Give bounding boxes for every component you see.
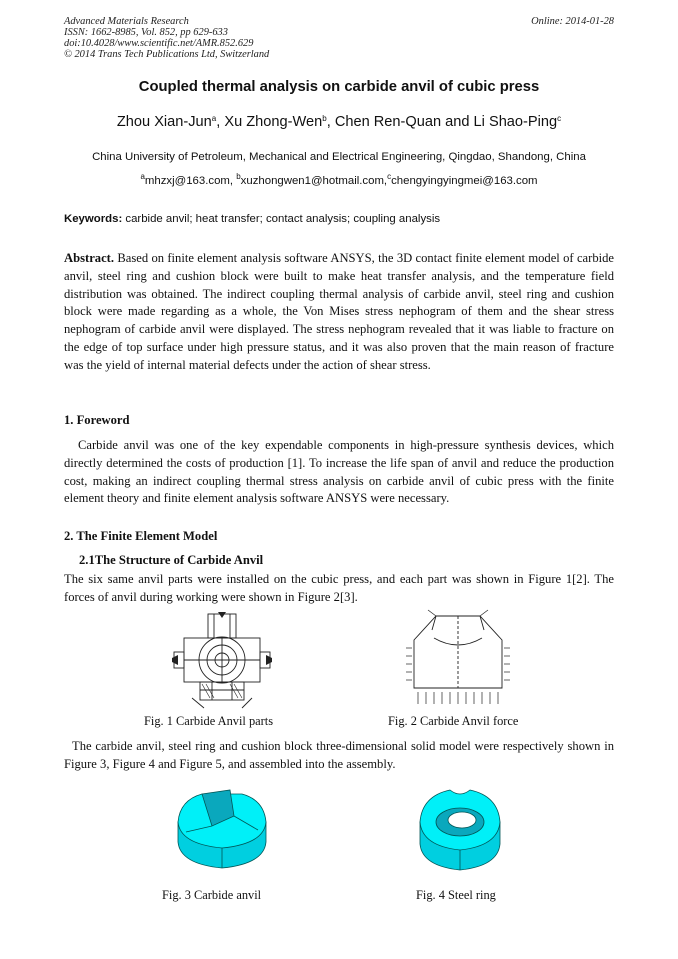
figure-1-caption: Fig. 1 Carbide Anvil parts [144, 714, 274, 728]
figure-2-caption: Fig. 2 Carbide Anvil force [388, 714, 519, 728]
figure-3-caption: Fig. 3 Carbide anvil [162, 888, 262, 902]
doi-line: doi:10.4028/www.scientific.net/AMR.852.629 [64, 38, 254, 49]
figure-1-diagram [172, 612, 272, 710]
copyright-line: © 2014 Trans Tech Publications Ltd, Switzerland [64, 49, 270, 60]
abstract-label: Abstract. [64, 251, 115, 265]
email: xuzhongwen1@hotmail.com, [240, 175, 388, 187]
email: mhzxj@163.com, [144, 175, 237, 187]
subsection-heading: 2.1The Structure of Carbide Anvil [79, 553, 264, 567]
journal-name: Advanced Materials Research [64, 16, 189, 27]
author-sep: , [326, 114, 335, 130]
email-list [0, 172, 678, 187]
abstract-text: Based on finite element analysis software ANSYS, the 3D contact finite element model of carbide anvil, steel ring and cushion block were built to make heat transfer analysis, and the temperature field distribution was obtained. The indirect coupling thermal analysis of carbide anvil, steel ring and cushion block were made regarding as a whole, the Von Mises stress nephogram of them and the shear stress nephogram of carbide anvil were displayed. The stress nephogram revealed that it was liable to fracture on the edge of top surface under high pressure status, and it was also proven that the main reason of fracture was the yield of internal material defects under the action of shear stress. [64, 251, 614, 372]
section-heading: 1. Foreword [64, 413, 130, 427]
figure-2-diagram [406, 610, 510, 710]
figure-3-model [172, 786, 272, 870]
author: Zhou Xian-Jun [116, 114, 212, 130]
online-date: Online: 2014-01-28 [531, 16, 614, 27]
running-header [64, 16, 269, 60]
email-sup: c [387, 172, 392, 181]
keywords [64, 213, 440, 225]
figure-4-model [414, 788, 506, 872]
affiliation: China University of Petroleum, Mechanical and Electrical Engineering, Qingdao, Shandong, China [92, 151, 586, 163]
email-sup: b [236, 172, 241, 181]
author-sup: b [322, 114, 327, 123]
author-list [0, 114, 678, 130]
abstract [64, 250, 614, 375]
author: Chen Ren-Quan and Li Shao-Ping [334, 114, 558, 130]
section-paragraph: The carbide anvil, steel ring and cushion block three-dimensional solid model were respectively shown in Figure 3, Figure 4 and Figure 5, and assembled into the assembly. [64, 739, 614, 771]
section-heading: 2. The Finite Element Model [64, 529, 218, 543]
email: chengyingyingmei@163.com [391, 175, 538, 187]
figure-4-caption: Fig. 4 Steel ring [416, 888, 496, 902]
author: Xu Zhong-Wen [224, 114, 323, 130]
section-paragraph: Carbide anvil was one of the key expendable components in high-pressure synthesis devices, which directly determined the costs of production [1]. To increase the life span of anvil and reduce the production cost, making an indirect coupling thermal stress analysis on carbide anvil of cubic press with the finite element theory and finite element analysis software ANSYS were necessary. [64, 438, 614, 506]
keywords-text: carbide anvil; heat transfer; contact analysis; coupling analysis [122, 213, 441, 225]
author-sup: c [557, 114, 562, 123]
paper-title: Coupled thermal analysis on carbide anvil of cubic press [138, 79, 540, 95]
email-sup: a [140, 172, 145, 181]
issn-line: ISSN: 1662-8985, Vol. 852, pp 629-633 [64, 27, 228, 38]
section-paragraph: The six same anvil parts were installed on the cubic press, and each part was shown in Figure 1[2]. The forces of anvil during working were shown in Figure 2[3]. [64, 572, 614, 604]
author-sep: , [216, 114, 225, 130]
keywords-label: Keywords: [64, 213, 123, 225]
author-sup: a [211, 114, 217, 123]
